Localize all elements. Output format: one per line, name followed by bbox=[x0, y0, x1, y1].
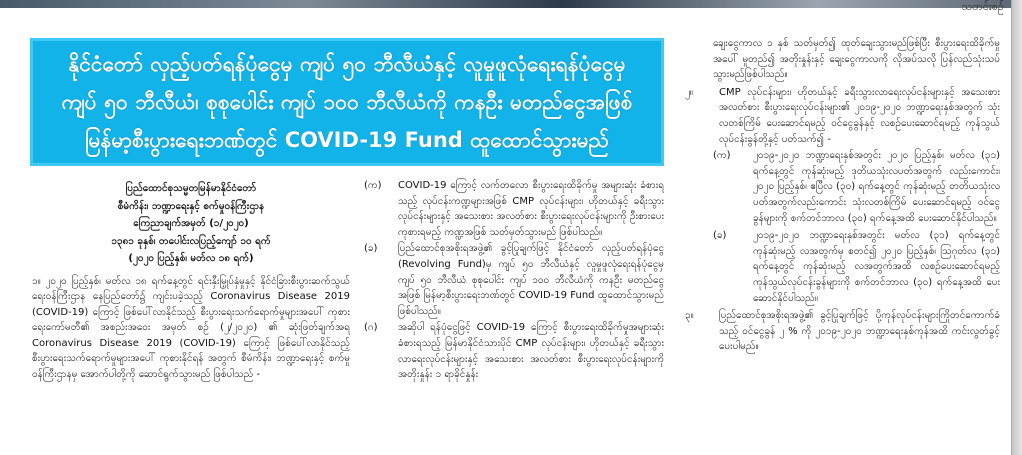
column-3 bbox=[685, 36, 1000, 356]
top-right-caption: သတင်းစဉ် bbox=[961, 0, 1004, 13]
sub-item bbox=[713, 148, 1000, 226]
masthead-line: စီမံကိန်း၊ ဘဏ္ဍာရေးနှင့် စက်မှုဝန်ကြီးဌာန bbox=[117, 200, 265, 212]
list-item bbox=[364, 320, 664, 382]
item-number: ၂။ bbox=[685, 86, 693, 98]
sub-item-text: ၂၀၁၉-၂၀၂၀ ဘဏ္ဍာရေးနှစ်အတွင်း ၂၀၂၀ ပြည့်နှစ်၊ မတ်လ (၃၁) ရက်နေ့တွင် ကုန်ဆုံးမည့် ဒုတိယသုံးလပတ်အတွက် လည်းကောင်း၊ ၂၀၂၀ ပြည့်နှစ်၊ ဧပြီလ (၃၀) ရက်နေ့တွင် ကုန်ဆုံးမည့် တတိယသုံးလပတ်အတွက်လည်းကောင်း သုံးလတစ်ကြိမ် ပေးဆောင်ရမည့် ဝင်ငွေခွန်များကို စက်တင်ဘာလ (၃၀) ရက်နေ့အထိ ပေးဆောင်နိုင်ပါသည်။ bbox=[753, 150, 1000, 224]
top-photo-strip bbox=[0, 0, 1022, 8]
paragraph-1: ၁။ ၂၀၂၀ ပြည့်နှစ်၊ မတ်လ ၁၈ ရက်နေ့တွင် ရင်းနှီးမြှုပ်နှံမှုနှင့် နိုင်ငံခြားစီးပွားဆက်သွယ်ရေးဝန်ကြီးဌာန နေပြည်တော်၌ ကျင်းပခဲ့သည့် Coronavirus Disease 2019 (COVID-19) ကြောင့် ဖြစ်ပေါ်လာနိုင်သည့် စီးပွားရေးသက်ရောက်မှုများအပေါ် ကုစားရေးကော်မတီ၏ အစည်းအဝေး အမှတ် စဉ် (၂/၂၀၂၀) ၏ ဆုံးဖြတ်ချက်အရ Coronavirus Disease 2019 (COVID-19) ကြောင့် ဖြစ်ပေါ်လာနိုင်သည့် စီးပွားရေးသက်ရောက်မှုများအပေါ် ကုစားနိုင်ရန် အတွက် စီမံကိန်း၊ ဘဏ္ဍာရေးနှင့် စက်မှုဝန်ကြီးဌာနမှ အောက်ပါတို့ကို ဆောင်ရွက်သွားမည် ဖြစ်ပါသည် - bbox=[32, 275, 350, 381]
masthead-line: (၂၀၂၀ ပြည့်နှစ်၊ မတ်လ ၁၈ ရက်) bbox=[128, 253, 254, 264]
item-number: (က) bbox=[364, 180, 382, 191]
headline-line: ကျပ် ၅၀ ဘီလီယံ၊ စုစုပေါင်း ကျပ် ၁၀၀ ဘီလီယံကို ကနဦး မတည်ငွေအဖြစ် bbox=[61, 90, 633, 114]
continued-text: ချေးငွေကာလ ၁ နှစ် သတ်မှတ်၍ ထုတ်ချေးသွားမည်ဖြစ်ပြီး စီးပွားရေးထိခိုက်မှုအပေါ် မူတည်၍ အတိုးနှုန်းနှင့် ချေးငွေကာလကို လိုအပ်သလို ပြန်လည်သုံးသပ်သွားမည်ဖြစ်ပါသည်။ bbox=[713, 38, 1000, 81]
list-item bbox=[364, 241, 664, 319]
item-number: (ဂ) bbox=[364, 322, 378, 334]
item-text: ပြည်ထောင်စုအစိုးရအဖွဲ့၏ ခွင့်ပြုချက်ဖြင့် ပို့ကုန်လုပ်ငန်းများကြိုတင်ကောက်ခံသည့် ဝင်ငွေခွန် ၂ % ကို ၂၀၁၉-၂၀၂၀ ဘဏ္ဍာရေးနှစ်ကုန်အထိ ကင်းလွတ်ခွင့်ပေးပါမည်။ bbox=[719, 310, 1000, 353]
column-2 bbox=[364, 178, 664, 384]
headline-line: မြန်မာ့စီးပွားရေးဘဏ်တွင် COVID-19 Fund ထူထောင်သွားမည် bbox=[85, 128, 609, 152]
item-text: CMP လုပ်ငန်းများ၊ ဟိုတယ်နှင့် ခရီးသွားလာရေးလုပ်ငန်းများနှင့် အသေးစား အလတ်စား စီးပွားရေးလုပ်ငန်းများ၏ ၂၀၁၉-၂၀၂၀ ဘဏ္ဍာရေးနှစ်အတွက် သုံးလတစ်ကြိမ် ပေးဆောင်ရမည့် ဝင်ငွေခွန်နှင့် လစဉ်ပေးဆောင်ရမည့် ကုန်သွယ်လုပ်ငန်းခွန်တို့နှင့် ပတ်သက်၍ - bbox=[719, 86, 1000, 145]
list-item bbox=[364, 178, 664, 240]
headline-line: နိုင်ငံတော် လှည့်ပတ်ရန်ပုံငွေမှ ကျပ် ၅၀ ဘီလီယံနှင့် လူမှုဖူလုံရေးရန်ပုံငွေမှ bbox=[68, 52, 626, 76]
column-1 bbox=[32, 178, 350, 383]
item-number: ၃။ bbox=[685, 310, 694, 322]
list-item bbox=[685, 308, 1000, 355]
sub-item-number: (က) bbox=[713, 150, 731, 162]
headline-box bbox=[30, 38, 664, 166]
sub-item-number: (ခ) bbox=[713, 230, 727, 242]
sub-item bbox=[713, 228, 1000, 306]
item-text: ပြည်ထောင်စုအစိုးရအဖွဲ့၏ ခွင့်ပြုချက်ဖြင့် နိုင်ငံတော် လှည့်ပတ်ရန်ပုံငွေ (Revolving Fund)မှ ကျပ် ၅၀ ဘီလီယံနှင့် လူမှုဖူလုံရေးရန်ပုံငွေမှ ကျပ် ၅၀ ဘီလီယံ စုစုပေါင်း ကျပ် ၁၀၀ ဘီလီယံကို ကနဦး မတည်ငွေအဖြစ် မြန်မာ့စီးပွားရေးဘဏ်တွင် COVID-19 Fund ထူထောင်သွားမည် ဖြစ်ပါသည်။ bbox=[398, 243, 664, 317]
list-item bbox=[685, 85, 1000, 147]
masthead-line: ကြေညာချက်အမှတ် (၁/၂၀၂၀) bbox=[133, 218, 249, 229]
masthead-line: ၁၃၈၁ ခုနှစ်၊ တပေါင်းလပြည့်ကျော် ၁၀ ရက် bbox=[111, 235, 271, 247]
item-number: (ခ) bbox=[364, 243, 378, 255]
masthead-line: ပြည်ထောင်စုသမ္မတမြန်မာနိုင်ငံတော် bbox=[125, 183, 257, 194]
masthead bbox=[32, 180, 350, 268]
item-text: COVID-19 ကြောင့် လက်တလော စီးပွားရေးထိခိုက်မှု အများဆုံး ခံစားရသည့် လုပ်ငန်းကဏ္ဍများအဖြစ် CMP လုပ်ငန်းများ၊ ဟိုတယ်နှင့် ခရီးသွားလုပ်ငန်းများနှင့် အသေးစား အလတ်စား စီးပွားရေးလုပ်ငန်းများကို ဦးစားပေး ကုစားရမည့် ကဏ္ဍအဖြစ် သတ်မှတ်သွားမည် ဖြစ်ပါသည်။ bbox=[398, 180, 664, 238]
sub-item-text: ၂၀၁၉-၂၀၂၀ ဘဏ္ဍာရေးနှစ်အတွင်း မတ်လ (၃၁) ရက်နေ့တွင် ကုန်ဆုံးမည့် လအတွက်မှ စတင်၍ ၂၀၂၀ ပြည့်နှစ်၊ ဩဂုတ်လ (၃၁) ရက်နေ့တွင် ကုန်ဆုံးမည့် လအတွက်အထိ လစဉ်ပေးဆောင်ရမည့် ကုန်သွယ်လုပ်ငန်းခွန်များကို စက်တင်ဘာလ (၃၀) ရက်နေ့အထိ ပေးဆောင်နိုင်ပါသည်။ bbox=[753, 230, 1000, 304]
window-scrollbar[interactable] bbox=[1011, 0, 1022, 455]
item-text: အဆိုပါ ရန်ပုံငွေဖြင့် COVID-19 ကြောင့် စီးပွားရေးထိခိုက်မှုအများဆုံး ခံစားရသည့် မြန်မာနိုင်ငံသားပိုင် CMP လုပ်ငန်းများ၊ ဟိုတယ်နှင့် ခရီးသွားလာရေးလုပ်ငန်းများနှင့် အသေးစား အလတ်စား စီးပွားရေးလုပ်ငန်းများကို အတိုးနှုန်း ၁ ရာခိုင်နှုန်း bbox=[398, 322, 664, 381]
